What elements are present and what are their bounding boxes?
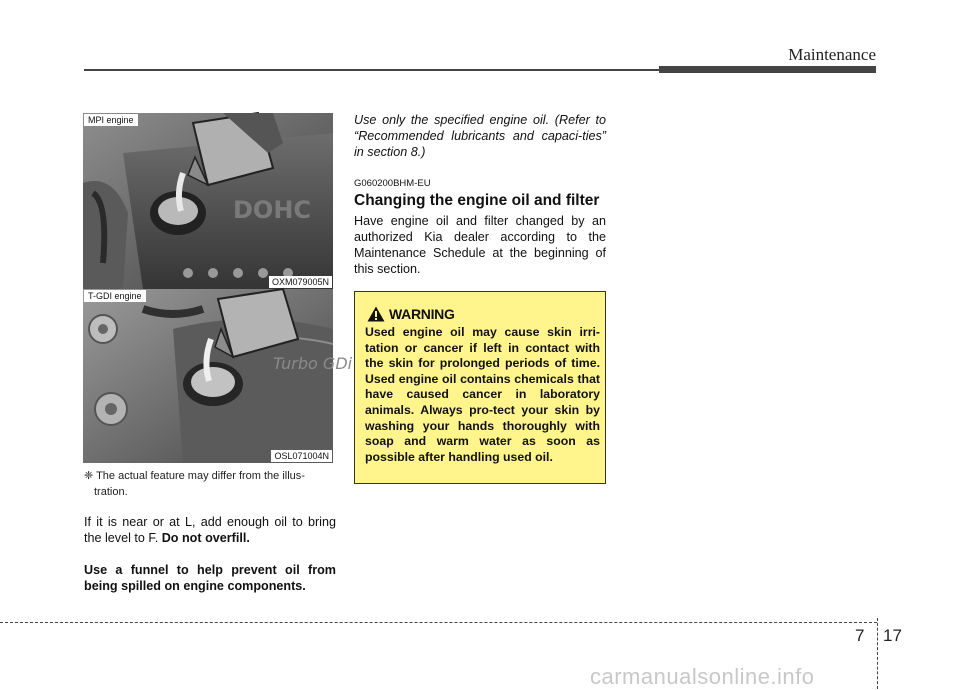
mpi-engine-photo (83, 113, 333, 289)
oil-level-text: If it is near or at L, add enough oil to bring the level to F. (84, 515, 336, 545)
engine-cover-text: Turbo GDi (273, 354, 353, 373)
do-not-overfill: Do not overfill. (161, 531, 250, 545)
section-title: Maintenance (788, 45, 876, 64)
oil-spec-note: Use only the specified engine oil. (Refer to “Recommended lubricants and capaci-ties” in section 8.) (354, 113, 606, 159)
figure-code-top: OXM079005N (269, 276, 332, 288)
section-code: G060200BHM-EU (354, 178, 431, 189)
tgdi-engine-photo (83, 289, 353, 463)
caption-text: The actual feature may differ from the illus-tration. (94, 470, 305, 498)
footer-divider (877, 618, 878, 689)
warning-header (367, 306, 455, 322)
funnel-paragraph: Use a funnel to help prevent oil from being spilled on engine components. (84, 563, 336, 593)
header-bar (659, 66, 876, 73)
mpi-engine-illustration (83, 113, 333, 289)
figure-label-mpi: MPI engine (84, 114, 138, 126)
figure-caption (84, 468, 336, 500)
watermark: carmanualsonline.info (590, 664, 815, 689)
warning-triangle-icon (367, 306, 385, 322)
page-number: 17 (883, 626, 902, 645)
footer-rule (0, 622, 877, 623)
warning-title: WARNING (389, 306, 455, 322)
figure-code-bottom: OSL071004N (271, 450, 332, 462)
chapter-number: 7 (855, 626, 865, 645)
warning-box (354, 291, 606, 484)
oil-level-paragraph (84, 514, 336, 546)
figure-label-tgdi: T-GDI engine (84, 290, 146, 302)
caption-marker: ❈ (84, 470, 94, 482)
tgdi-engine-illustration (83, 289, 353, 463)
engine-cover-text: DOHC (233, 196, 312, 224)
header-rule (84, 69, 659, 71)
warning-text: Used engine oil may cause skin irri-tation or cancer if left in contact with the skin for prolonged periods of time. Used engine oil contains chemicals that have caused cancer in laboratory animals. Always pro-tect your skin by washing your hands thoroughly with soap and warm water as soon as possible after handling used oil. (365, 325, 600, 464)
section-heading: Changing the engine oil and filter (354, 192, 600, 209)
oil-change-paragraph: Have engine oil and filter changed by an authorized Kia dealer according to the Maintenance Schedule at the beginning of this section. (354, 214, 606, 276)
